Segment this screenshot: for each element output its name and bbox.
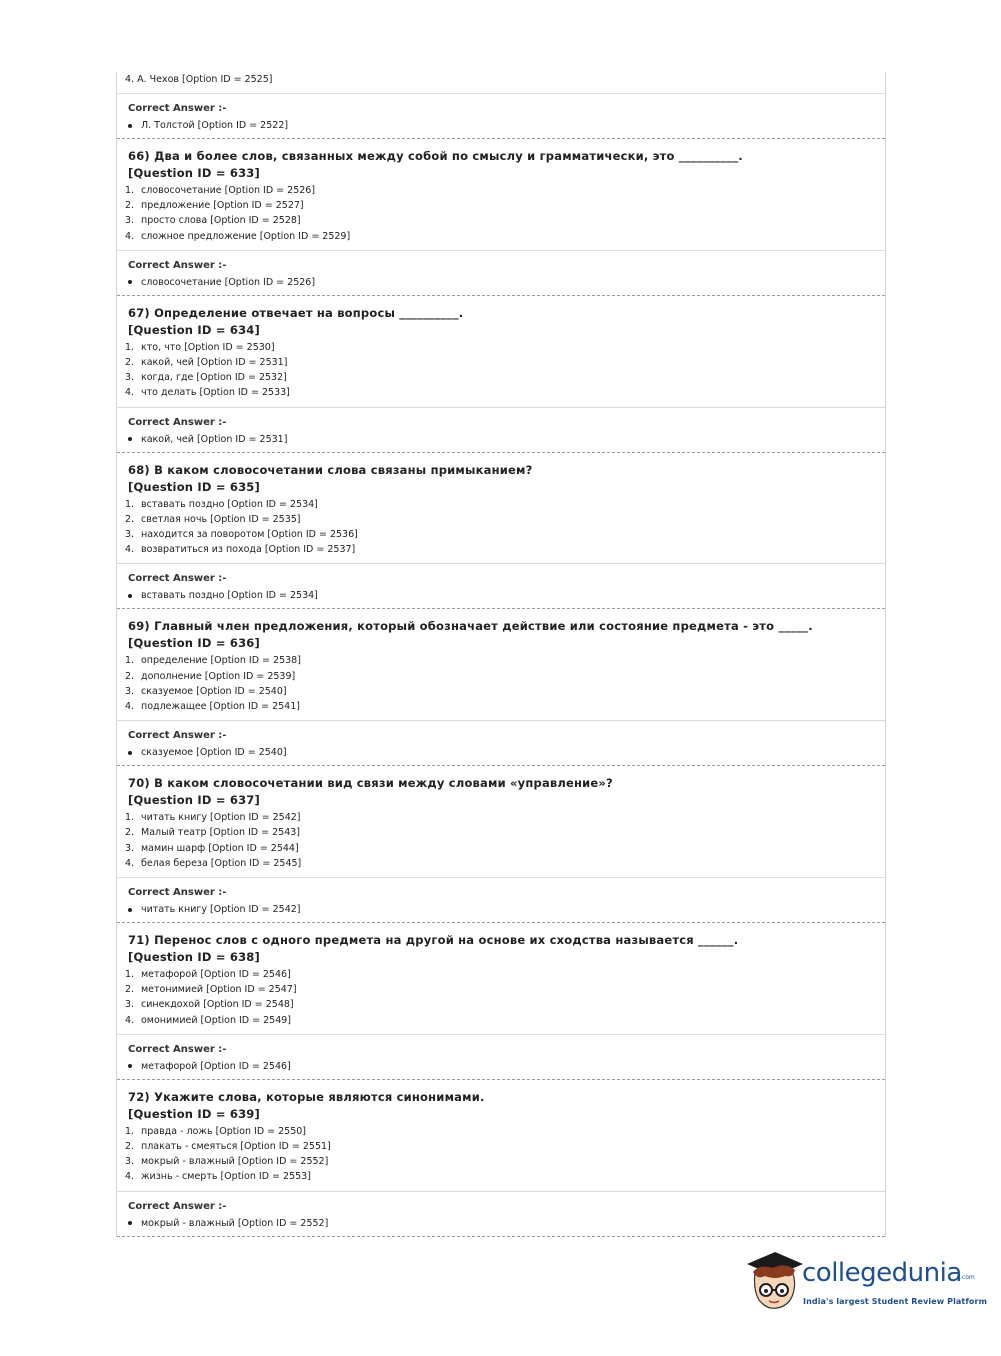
option-text: читать книгу [Option ID = 2542]	[141, 812, 301, 824]
correct-answer-label: Correct Answer :-	[128, 887, 227, 899]
answer-block	[117, 564, 885, 608]
option-text: синекдохой [Option ID = 2548]	[141, 999, 294, 1011]
option-text: словосочетание [Option ID = 2526]	[141, 185, 316, 196]
answer-text: читать книгу [Option ID = 2542]	[141, 904, 301, 916]
option-number: 3.	[125, 999, 135, 1011]
question-title: 71) Перенос слов с одного предмета на другой на основе их сходства называется ______.	[128, 933, 739, 948]
option-number: 3.	[125, 215, 135, 227]
option-number: 1.	[125, 185, 135, 196]
question-id: [Question ID = 637]	[128, 793, 260, 808]
logo-tagline: India's largest Student Review Platform	[803, 1297, 988, 1306]
question-divider	[117, 1236, 885, 1237]
option-item	[125, 1154, 877, 1169]
option-item	[125, 1013, 877, 1028]
bullet-icon	[128, 280, 132, 284]
option-number: 2.	[125, 670, 135, 682]
option-text: просто слова [Option ID = 2528]	[141, 215, 301, 227]
option-text: Малый театр [Option ID = 2543]	[141, 827, 300, 839]
option-item	[125, 527, 877, 542]
option-text: мокрый - влажный [Option ID = 2552]	[141, 1156, 329, 1168]
option-number: 2.	[125, 513, 135, 525]
option-item	[125, 1169, 877, 1184]
question-title: 72) Укажите слова, которые являются синонимами.	[128, 1089, 485, 1104]
correct-answer-label: Correct Answer :-	[128, 730, 227, 742]
bullet-icon	[128, 751, 132, 755]
correct-answer-value	[128, 901, 874, 918]
option-item	[125, 385, 877, 400]
option-number: 1.	[125, 969, 135, 981]
answer-block	[117, 721, 885, 765]
option-number: 4.	[125, 701, 135, 713]
option-item	[125, 669, 877, 684]
correct-answer-value	[128, 744, 874, 761]
option-number: 3.	[125, 1156, 135, 1168]
option-text: возвратиться из похода [Option ID = 2537]	[141, 544, 356, 556]
question-body	[117, 139, 885, 250]
option-number: 3.	[125, 842, 135, 854]
option-number: 4.	[125, 230, 135, 242]
option-number: 3.	[125, 529, 135, 541]
option-number: 2.	[125, 827, 135, 839]
logo-suffix: .com	[960, 1274, 975, 1281]
option-number: 1.	[125, 498, 135, 510]
option-item	[125, 542, 877, 557]
carryover-answer-block	[117, 94, 885, 138]
carryover-option: 4. А. Чехов [Option ID = 2525]	[125, 74, 273, 85]
option-item	[125, 841, 877, 856]
option-text: жизнь - смерть [Option ID = 2553]	[141, 1171, 311, 1183]
question-body	[117, 609, 885, 720]
option-text: сказуемое [Option ID = 2540]	[141, 685, 287, 697]
question-list	[117, 139, 885, 1237]
option-item	[125, 810, 877, 825]
option-item	[125, 699, 877, 714]
bullet-icon	[128, 1064, 132, 1068]
option-item	[125, 183, 877, 198]
option-item	[125, 1139, 877, 1154]
answer-block	[117, 408, 885, 452]
answer-text: словосочетание [Option ID = 2526]	[141, 276, 316, 288]
question-block	[117, 766, 885, 923]
answer-text: какой, чей [Option ID = 2531]	[141, 433, 288, 445]
collegedunia-logo	[745, 1250, 988, 1320]
option-number: 4.	[125, 857, 135, 869]
option-number: 3.	[125, 685, 135, 697]
answer-block	[117, 1035, 885, 1079]
question-block	[117, 609, 885, 766]
question-body	[117, 453, 885, 564]
answer-text: сказуемое [Option ID = 2540]	[141, 747, 287, 759]
option-text: метафорой [Option ID = 2546]	[141, 969, 291, 981]
option-item	[125, 497, 877, 512]
option-text: вставать поздно [Option ID = 2534]	[141, 498, 318, 510]
question-title: 70) В каком словосочетании вид связи между словами «управление»?	[128, 776, 613, 791]
option-item	[125, 355, 877, 370]
option-number: 4.	[125, 387, 135, 399]
question-title: 66) Два и более слов, связанных между собой по смыслу и грамматически, это __________.	[128, 149, 743, 163]
question-id: [Question ID = 638]	[128, 950, 260, 965]
correct-answer-value	[128, 1058, 874, 1075]
option-item	[125, 229, 877, 244]
option-item	[125, 370, 877, 385]
option-number: 4.	[125, 544, 135, 556]
question-body	[117, 1080, 885, 1191]
question-id: [Question ID = 636]	[128, 636, 260, 651]
option-number: 1.	[125, 1125, 135, 1137]
option-item	[125, 213, 877, 228]
correct-answer-value: Л. Толстой [Option ID = 2522]	[128, 117, 874, 134]
question-body	[117, 296, 885, 407]
answer-text: вставать поздно [Option ID = 2534]	[141, 590, 318, 602]
answer-block	[117, 251, 885, 295]
option-item	[125, 825, 877, 840]
option-number: 4.	[125, 1171, 135, 1183]
option-text: плакать - смеяться [Option ID = 2551]	[141, 1141, 331, 1153]
correct-answer-label: Correct Answer :-	[128, 416, 227, 428]
option-item	[125, 684, 877, 699]
option-text: метонимией [Option ID = 2547]	[141, 984, 297, 996]
question-block	[117, 923, 885, 1080]
option-text: предложение [Option ID = 2527]	[141, 200, 304, 212]
correct-answer-value	[128, 587, 874, 604]
option-number: 1.	[125, 341, 135, 353]
question-title: 69) Главный член предложения, который обозначает действие или состояние предмета - это _____.	[128, 619, 813, 634]
question-paper	[116, 72, 886, 1237]
option-number: 4.	[125, 1014, 135, 1026]
option-text: что делать [Option ID = 2533]	[141, 387, 290, 399]
bullet-icon	[128, 594, 132, 598]
question-title: 68) В каком словосочетании слова связаны примыканием?	[128, 462, 533, 477]
answer-block	[117, 878, 885, 922]
option-number: 1.	[125, 655, 135, 667]
question-block	[117, 453, 885, 610]
question-body	[117, 766, 885, 877]
question-id: [Question ID = 634]	[128, 322, 260, 337]
option-number: 2.	[125, 200, 135, 212]
option-number: 2.	[125, 357, 135, 369]
question-id: [Question ID = 635]	[128, 479, 260, 494]
option-text: сложное предложение [Option ID = 2529]	[141, 230, 351, 242]
option-text: подлежащее [Option ID = 2541]	[141, 701, 300, 713]
logo-wordmark: collegedunia	[802, 1258, 962, 1288]
option-text: находится за поворотом [Option ID = 2536]	[141, 529, 358, 541]
option-text: дополнение [Option ID = 2539]	[141, 670, 296, 682]
option-item	[125, 512, 877, 527]
option-text: мамин шарф [Option ID = 2544]	[141, 842, 299, 854]
question-title: 67) Определение отвечает на вопросы __________.	[128, 305, 464, 320]
option-item	[125, 340, 877, 355]
option-text: правда - ложь [Option ID = 2550]	[141, 1125, 307, 1137]
question-block	[117, 1080, 885, 1237]
option-item	[125, 653, 877, 668]
option-text: когда, где [Option ID = 2532]	[141, 372, 287, 384]
correct-answer-value	[128, 1215, 874, 1232]
option-text: какой, чей [Option ID = 2531]	[141, 357, 288, 369]
option-number: 2.	[125, 1141, 135, 1153]
bullet-icon	[128, 1221, 132, 1225]
bullet-icon	[128, 908, 132, 912]
option-text: белая береза [Option ID = 2545]	[141, 857, 302, 869]
question-id: [Question ID = 639]	[128, 1106, 260, 1121]
question-id: [Question ID = 633]	[128, 166, 260, 180]
option-number: 3.	[125, 372, 135, 384]
question-block	[117, 296, 885, 453]
question-block	[117, 139, 885, 296]
correct-answer-value	[128, 274, 874, 291]
option-item	[125, 198, 877, 213]
option-number: 1.	[125, 812, 135, 824]
option-item	[125, 967, 877, 982]
option-number: 2.	[125, 984, 135, 996]
correct-answer-label: Correct Answer :-	[128, 259, 227, 271]
correct-answer-value	[128, 431, 874, 448]
option-text: кто, что [Option ID = 2530]	[141, 341, 275, 353]
answer-text: мокрый - влажный [Option ID = 2552]	[141, 1217, 329, 1229]
option-item	[125, 1124, 877, 1139]
option-text: омонимией [Option ID = 2549]	[141, 1014, 291, 1026]
answer-block	[117, 1192, 885, 1236]
question-body	[117, 923, 885, 1034]
option-text: определение [Option ID = 2538]	[141, 655, 301, 667]
mascot-icon	[745, 1250, 805, 1316]
option-text: светлая ночь [Option ID = 2535]	[141, 513, 301, 525]
option-item	[125, 856, 877, 871]
bullet-icon	[128, 437, 132, 441]
option-item	[125, 982, 877, 997]
correct-answer-label: Correct Answer :-	[128, 103, 227, 114]
answer-text: метафорой [Option ID = 2546]	[141, 1060, 291, 1072]
correct-answer-label: Correct Answer :-	[128, 1200, 227, 1212]
correct-answer-label: Correct Answer :-	[128, 573, 227, 585]
correct-answer-label: Correct Answer :-	[128, 1043, 227, 1055]
option-item	[125, 997, 877, 1012]
bullet-icon	[128, 124, 132, 128]
